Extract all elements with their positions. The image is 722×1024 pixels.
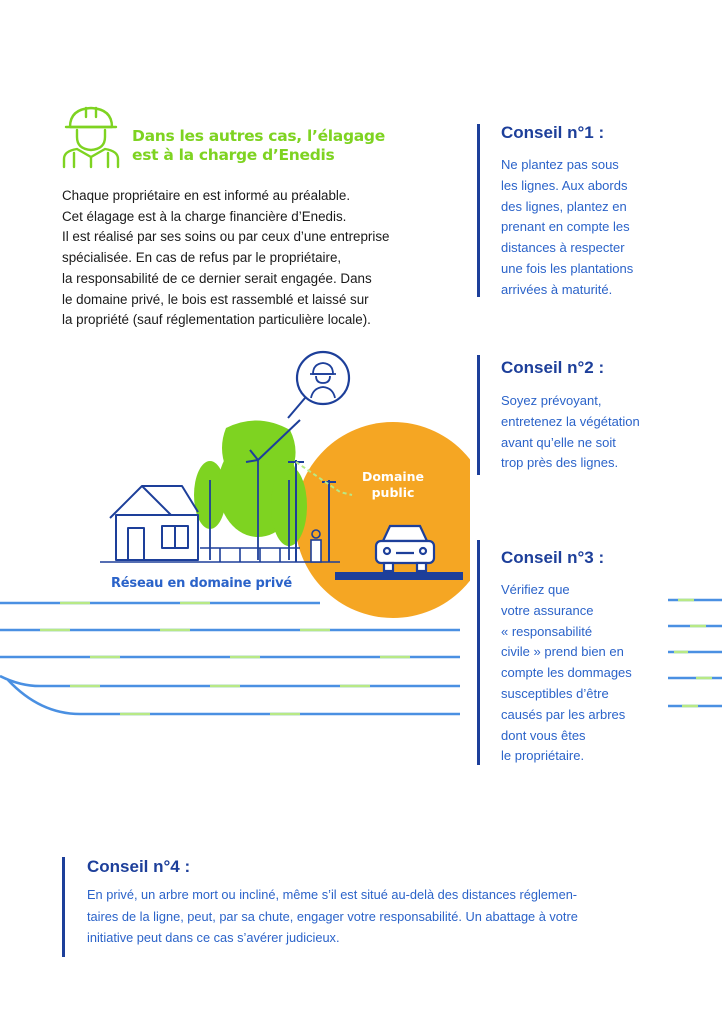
conseil-1-bar [477,124,480,297]
conseil-line: le propriétaire. [501,748,585,764]
intro-paragraph [62,186,442,331]
conseil-line: Vérifiez que [501,582,570,597]
conseil-line: causés par les arbres [501,706,626,722]
conseil-line: entretenez la végétation [501,413,640,429]
conseil-line: En privé, un arbre mort ou incliné, même s’il est situé au-delà des distances réglemen- [87,887,578,902]
worker-bubble-icon [288,352,349,418]
conseil-line: susceptibles d’être [501,685,609,701]
trees [194,420,307,560]
conseil-line: avant qu’elle ne soit [501,434,616,450]
conseil-2-bar [477,355,480,475]
conseil-line: taires de la ligne, peut, par sa chute, engager votre responsabilité. Un abattage à votre [87,908,578,924]
conseil-2-title: Conseil n°2 : [501,358,605,377]
paragraph-line: spécialisée. En cas de refus par le propriétaire, [62,250,342,266]
paragraph-line: Cet élagage est à la charge financière d’Enedis. [62,208,347,224]
conseil-line: arrivées à maturité. [501,281,613,297]
conseil-3-text [501,580,632,767]
conseil-line: votre assurance [501,602,594,618]
public-domain-circle [295,422,470,618]
conseil-line: prenant en compte les [501,219,630,235]
title-line: Dans les autres cas, l’élagage [132,127,385,145]
conseil-line: Soyez prévoyant, [501,393,602,408]
right-cables [668,590,722,720]
paragraph-line: Chaque propriétaire en est informé au préalable. [62,188,351,203]
conseil-line: initiative peut dans ce cas s’avérer judicieux. [87,930,340,945]
conseil-3-bar [477,540,480,765]
public-domain-label [350,469,436,501]
conseil-line: dont vous êtes [501,727,586,743]
technician-helmet-icon [60,103,122,169]
private-network-label: Réseau en domaine privé [111,576,293,591]
conseil-line: les lignes. Aux abords [501,177,628,193]
conseil-line: civile » prend bien en [501,644,624,660]
paragraph-line: la propriété (sauf réglementation particulière locale). [62,312,371,328]
conseil-line: trop près des lignes. [501,455,619,471]
paragraph-line: Il est réalisé par ses soins ou par ceux d’une entreprise [62,229,390,245]
conseil-2-text [501,391,640,474]
conseil-4-text [87,884,667,949]
cables [0,603,460,714]
paragraph-line: la responsabilité de ce dernier serait engagée. Dans [62,270,372,286]
conseil-line: « responsabilité [501,623,593,639]
domaine-line: Domaine [361,469,425,484]
conseil-line: distances à respecter [501,240,625,256]
conseil-line: Ne plantez pas sous [501,157,619,172]
conseil-1-text [501,155,633,301]
paragraph-line: le domaine privé, le bois est rassemblé et laissé sur [62,291,369,307]
conseil-line: des lignes, plantez en [501,198,627,214]
worker-figure [311,530,321,562]
section-title [132,127,432,165]
conseil-1-title: Conseil n°1 : [501,123,605,142]
conseil-line: une fois les plantations [501,260,634,276]
conseil-3-title: Conseil n°3 : [501,548,605,567]
title-line: est à la charge d’Enedis [132,146,335,164]
conseil-line: compte les dommages [501,665,632,681]
house-icon [110,486,198,560]
conseil-4-title: Conseil n°4 : [87,857,191,876]
conseil-4-bar [62,857,65,957]
network-illustration [0,350,470,720]
road [335,572,463,580]
domaine-line: public [371,485,415,500]
